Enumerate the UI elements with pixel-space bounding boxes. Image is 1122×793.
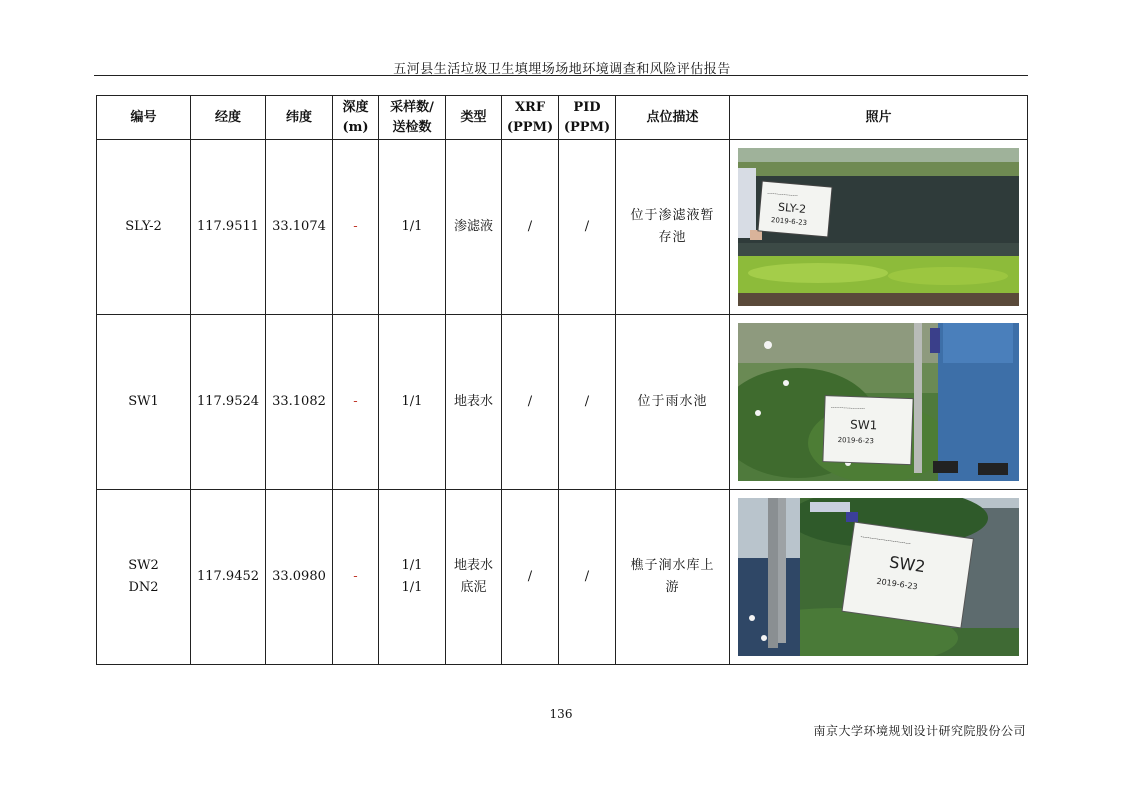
page-number: 136 <box>549 707 573 721</box>
col-header-pid-line2: (PPM) <box>563 119 611 135</box>
cell-type <box>446 140 502 315</box>
cell-pid: / <box>559 490 616 665</box>
photo-sign-date: 2019-6-23 <box>875 576 919 592</box>
table-row <box>97 490 1028 665</box>
col-header-depth-line2: (m) <box>342 119 369 135</box>
description-text: 位于雨水池 <box>637 394 708 409</box>
photo-sign-text: SW1 <box>849 417 878 433</box>
cell-xrf: / <box>502 315 559 490</box>
cell-latitude: 33.0980 <box>266 490 333 665</box>
col-header-latitude: 纬度 <box>266 96 333 140</box>
cell-longitude: 117.9524 <box>191 315 266 490</box>
cell-latitude: 33.1082 <box>266 315 333 490</box>
cell-samples <box>379 490 446 665</box>
cell-samples-line1: 1/1 <box>401 394 423 409</box>
col-header-photo: 照片 <box>730 96 1028 140</box>
photo-sign-date: 2019-6-23 <box>770 215 808 228</box>
cell-depth: - <box>333 490 379 665</box>
cell-latitude: 33.1074 <box>266 140 333 315</box>
description-text: 位于渗滤液暂存池 <box>630 208 715 245</box>
col-header-id: 编号 <box>97 96 191 140</box>
cell-description <box>616 140 730 315</box>
cell-id <box>97 315 191 490</box>
col-header-depth-line1: 深度 <box>342 99 369 115</box>
cell-photo <box>730 490 1028 665</box>
col-header-samples-line2: 送检数 <box>392 119 432 135</box>
site-photo-reservoir <box>738 498 1019 656</box>
cell-pid: / <box>559 140 616 315</box>
cell-id <box>97 490 191 665</box>
cell-type-line1: 地表水 <box>453 394 493 409</box>
col-header-pid-line1: PID <box>573 99 601 115</box>
description-text: 樵子涧水库上游 <box>630 558 715 595</box>
site-photo-leachate-pond <box>738 148 1019 306</box>
photo-sign-text: SW2 <box>888 552 927 577</box>
col-header-samples-line1: 采样数/ <box>390 99 434 115</box>
cell-type <box>446 315 502 490</box>
cell-pid: / <box>559 315 616 490</box>
cell-depth: - <box>333 140 379 315</box>
cell-id-line1: SW2 <box>128 558 159 573</box>
table-header-row <box>97 96 1028 140</box>
table-row <box>97 140 1028 315</box>
photo-sign-date: 2019-6-23 <box>837 436 874 446</box>
cell-id <box>97 140 191 315</box>
cell-xrf: / <box>502 140 559 315</box>
cell-type-line1: 渗滤液 <box>453 219 493 234</box>
svg-text:----------------------------: ---------------------------- <box>860 534 911 548</box>
cell-longitude: 117.9511 <box>191 140 266 315</box>
document-header-title: 五河县生活垃圾卫生填埋场场地环境调查和风险评估报告 <box>393 62 731 77</box>
col-header-samples <box>379 96 446 140</box>
cell-longitude: 117.9452 <box>191 490 266 665</box>
col-header-xrf-line2: (PPM) <box>506 119 554 135</box>
col-header-xrf-line1: XRF <box>514 99 546 115</box>
cell-type-line2: 底泥 <box>460 580 487 595</box>
col-header-description: 点位描述 <box>616 96 730 140</box>
sampling-points-table <box>96 95 1028 665</box>
table-row <box>97 315 1028 490</box>
cell-id-line2: DN2 <box>128 580 159 595</box>
cell-type-line1: 地表水 <box>453 558 493 573</box>
col-header-depth <box>333 96 379 140</box>
cell-id-line1: SW1 <box>128 394 159 409</box>
cell-description <box>616 315 730 490</box>
cell-samples <box>379 315 446 490</box>
cell-description <box>616 490 730 665</box>
svg-text:-----------------: ----------------- <box>766 190 799 200</box>
cell-id-line1: SLY-2 <box>125 219 162 234</box>
col-header-pid <box>559 96 616 140</box>
header-rule <box>94 75 1028 76</box>
site-photo-rainwater-pond <box>738 323 1019 481</box>
cell-photo <box>730 140 1028 315</box>
cell-depth: - <box>333 315 379 490</box>
cell-samples-line1: 1/1 <box>401 558 423 573</box>
cell-samples-line1: 1/1 <box>401 219 423 234</box>
footer-organization: 南京大学环境规划设计研究院股份公司 <box>813 724 1026 738</box>
cell-samples <box>379 140 446 315</box>
svg-text:-------------------: ------------------- <box>830 404 866 412</box>
cell-samples-line2: 1/1 <box>401 580 423 595</box>
col-header-xrf <box>502 96 559 140</box>
cell-type <box>446 490 502 665</box>
col-header-type: 类型 <box>446 96 502 140</box>
photo-sign-text: SLY-2 <box>777 200 807 216</box>
cell-photo <box>730 315 1028 490</box>
cell-xrf: / <box>502 490 559 665</box>
col-header-longitude: 经度 <box>191 96 266 140</box>
